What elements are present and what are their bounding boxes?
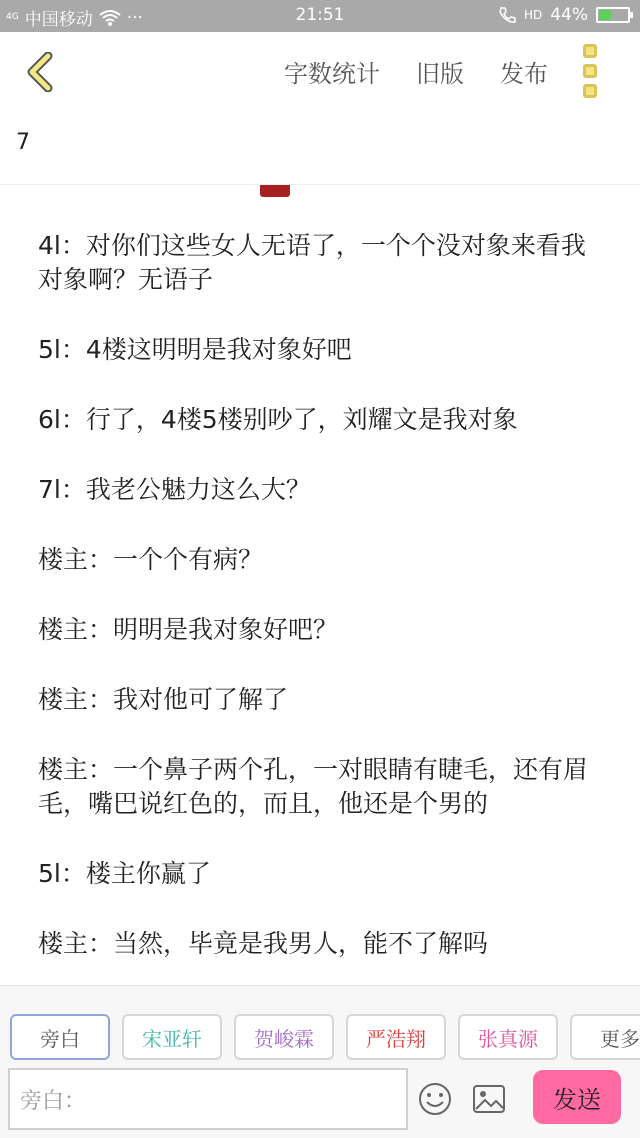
network-indicator: 4G bbox=[6, 12, 19, 22]
old-version-button[interactable]: 旧版 bbox=[416, 60, 464, 88]
hd-indicator: HD bbox=[523, 8, 543, 22]
title-number[interactable]: 7 bbox=[16, 130, 30, 155]
role-chip-he-junlin[interactable]: 贺峻霖 bbox=[234, 1014, 334, 1060]
status-right bbox=[498, 5, 630, 25]
top-bar bbox=[0, 32, 640, 110]
role-chip-yan-haoxiang[interactable]: 严浩翔 bbox=[346, 1014, 446, 1060]
story-content[interactable] bbox=[0, 185, 640, 985]
message-line[interactable]: 4l：对你们这些女人无语了，一个个没对象来看我对象啊？无语子 bbox=[38, 231, 586, 294]
image-icon[interactable] bbox=[472, 1084, 506, 1114]
more-dot bbox=[583, 64, 597, 78]
status-bar bbox=[0, 0, 640, 32]
role-chips bbox=[10, 1014, 640, 1060]
phone-icon bbox=[498, 6, 516, 24]
role-chip-song-yaxuan[interactable]: 宋亚轩 bbox=[122, 1014, 222, 1060]
message-line[interactable]: 楼主：我对他可了解了 bbox=[38, 685, 289, 714]
red-tag bbox=[260, 185, 290, 197]
message-input[interactable]: 旁白： bbox=[8, 1068, 408, 1130]
message-line[interactable]: 5l：楼主你赢了 bbox=[38, 859, 211, 888]
message-line[interactable]: 楼主：一个个有病？ bbox=[38, 545, 264, 574]
word-count-button[interactable]: 字数统计 bbox=[284, 60, 380, 88]
role-chip-zhang-zhenyuan[interactable]: 张真源 bbox=[458, 1014, 558, 1060]
clock: 21:51 bbox=[295, 5, 345, 25]
emoji-icon[interactable] bbox=[418, 1082, 452, 1116]
top-actions bbox=[284, 54, 548, 89]
message-line[interactable]: 楼主：当然，毕竟是我男人，能不了解吗 bbox=[38, 929, 489, 958]
bottom-panel bbox=[0, 985, 640, 1138]
message-line[interactable]: 楼主：明明是我对象好吧？ bbox=[38, 615, 339, 644]
more-dot bbox=[583, 84, 597, 98]
more-dot bbox=[583, 44, 597, 58]
carrier-label: 中国移动 bbox=[24, 10, 93, 30]
message-line[interactable]: 6l：行了，4楼5楼别吵了，刘耀文是我对象 bbox=[38, 405, 518, 434]
publish-button[interactable]: 发布 bbox=[500, 60, 548, 88]
send-button[interactable]: 发送 bbox=[533, 1070, 621, 1124]
message-line[interactable]: 7l：我老公魅力这么大？ bbox=[38, 475, 311, 504]
battery-fill bbox=[599, 10, 611, 20]
battery-icon bbox=[596, 7, 630, 23]
role-chip-more[interactable]: 更多 bbox=[570, 1014, 640, 1060]
clipped-line bbox=[38, 185, 290, 201]
battery-text: 44% bbox=[550, 5, 588, 25]
back-arrow-icon[interactable] bbox=[22, 52, 62, 92]
status-dots: ··· bbox=[126, 7, 143, 28]
more-menu-icon[interactable] bbox=[580, 44, 600, 98]
message-line[interactable]: 5l：4楼这明明是我对象好吧 bbox=[38, 335, 352, 364]
message-line[interactable]: 楼主：一个鼻子两个孔，一对眼睛有睫毛，还有眉毛，嘴巴说红色的，而且，他还是个男的 bbox=[38, 755, 589, 818]
role-chip-narrator[interactable]: 旁白 bbox=[10, 1014, 110, 1060]
